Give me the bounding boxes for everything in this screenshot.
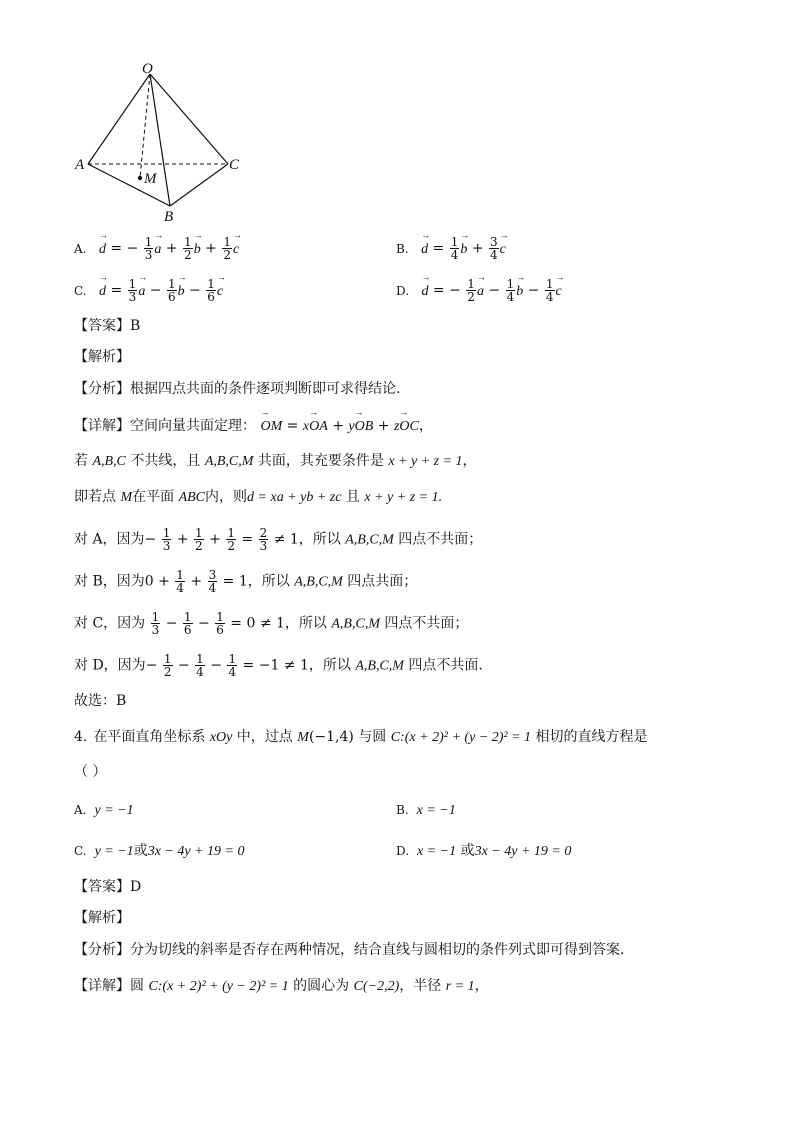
edge-OA (88, 74, 150, 164)
q4-option-d[interactable]: D. x = −1 或3x − 4y + 19 = 0 (396, 843, 572, 859)
q3-check-d: 对 D，因为− $\frac{1}{2}$ − $\frac{1}{4}$ − $\frac{1}{4}$ = −1 ≠ 1，所以 A,B,C,M 四点不共面. (74, 652, 483, 679)
edge-BC (170, 164, 228, 206)
q3-option-a[interactable]: A. → d = − $\frac{1}{3}$ → a + $\frac{1}{2}$ → b + $\frac{1}{2}$ → c (74, 229, 242, 262)
label-C: C (229, 157, 240, 173)
q3-option-c[interactable]: C. → d = $\frac{1}{3}$ → a − $\frac{1}{6}$ → b − $\frac{1}{6}$ → c (74, 271, 226, 304)
q3-answer: 【答案】B (74, 318, 141, 334)
q4-answer: 【答案】D (74, 879, 142, 895)
q3-analysis-title: 【解析】 (74, 349, 130, 365)
q4-xiangjie: 【详解】圆 C:(x + 2)² + (y − 2)² = 1 的圆心为 C(−2,2)，半径 r = 1， (74, 978, 489, 994)
label-M: M (144, 171, 157, 187)
edge-OM-hidden (140, 74, 150, 178)
q3-check-a: 对 A，因为− $\frac{1}{3}$ + $\frac{1}{2}$ + $\frac{1}{2}$ = $\frac{2}{3}$ ≠ 1，所以 A,B,C,M 四点不共面； (74, 526, 483, 553)
label-A: A (75, 157, 85, 173)
q4-option-a[interactable]: A. y = −1 (74, 803, 134, 818)
tetrahedron-figure (70, 60, 250, 230)
q4-option-b[interactable]: B. x = −1 (396, 803, 456, 818)
edge-AB (88, 164, 170, 206)
q3-option-d[interactable]: D. → d = − $\frac{1}{2}$ → a − $\frac{1}{4}$ → b − $\frac{1}{4}$ → c (396, 271, 565, 304)
point-M (138, 176, 142, 180)
q3-line-plane: 即若点 M在平面 ABC内，则d = xa + yb + zc 且 x + y + z = 1. (74, 489, 443, 505)
q3-xiangjie: 【详解】空间向量共面定理： → OM = x → OA + y → OB + z → OC， (74, 407, 433, 434)
q3-conclusion: 故选：B (74, 693, 127, 709)
label-O: O (142, 61, 153, 77)
q4-fenxi: 【分析】分为切线的斜率是否存在两种情况，结合直线与圆相切的条件列式即可得到答案. (74, 942, 625, 958)
q3-option-b[interactable]: B. → d = $\frac{1}{4}$ → b + $\frac{3}{4}$ → c (396, 229, 509, 262)
q4-analysis-title: 【解析】 (74, 910, 130, 926)
q4-answer-blank: （ ） (74, 764, 107, 780)
q4-stem: 4. 在平面直角坐标系 xOy 中，过点 M(−1,4) 与圆 C:(x + 2)² + (y − 2)² = 1 相切的直线方程是 (74, 729, 648, 745)
label-B: B (164, 209, 174, 225)
q3-fenxi: 【分析】根据四点共面的条件逐项判断即可求得结论. (74, 381, 401, 397)
q3-check-c: 对 C，因为 $\frac{1}{3}$ − $\frac{1}{6}$ − $\frac{1}{6}$ = 0 ≠ 1，所以 A,B,C,M 四点不共面； (74, 610, 469, 637)
q3-check-b: 对 B，因为0 + $\frac{1}{4}$ + $\frac{3}{4}$ = 1，所以 A,B,C,M 四点共面； (74, 568, 418, 595)
q3-line-condition: 若 A,B,C 不共线，且 A,B,C,M 共面，其充要条件是 x + y + z = 1， (74, 453, 477, 469)
q4-number: 4. (74, 729, 88, 745)
q4-option-c[interactable]: C. y = −1或3x − 4y + 19 = 0 (74, 843, 245, 859)
